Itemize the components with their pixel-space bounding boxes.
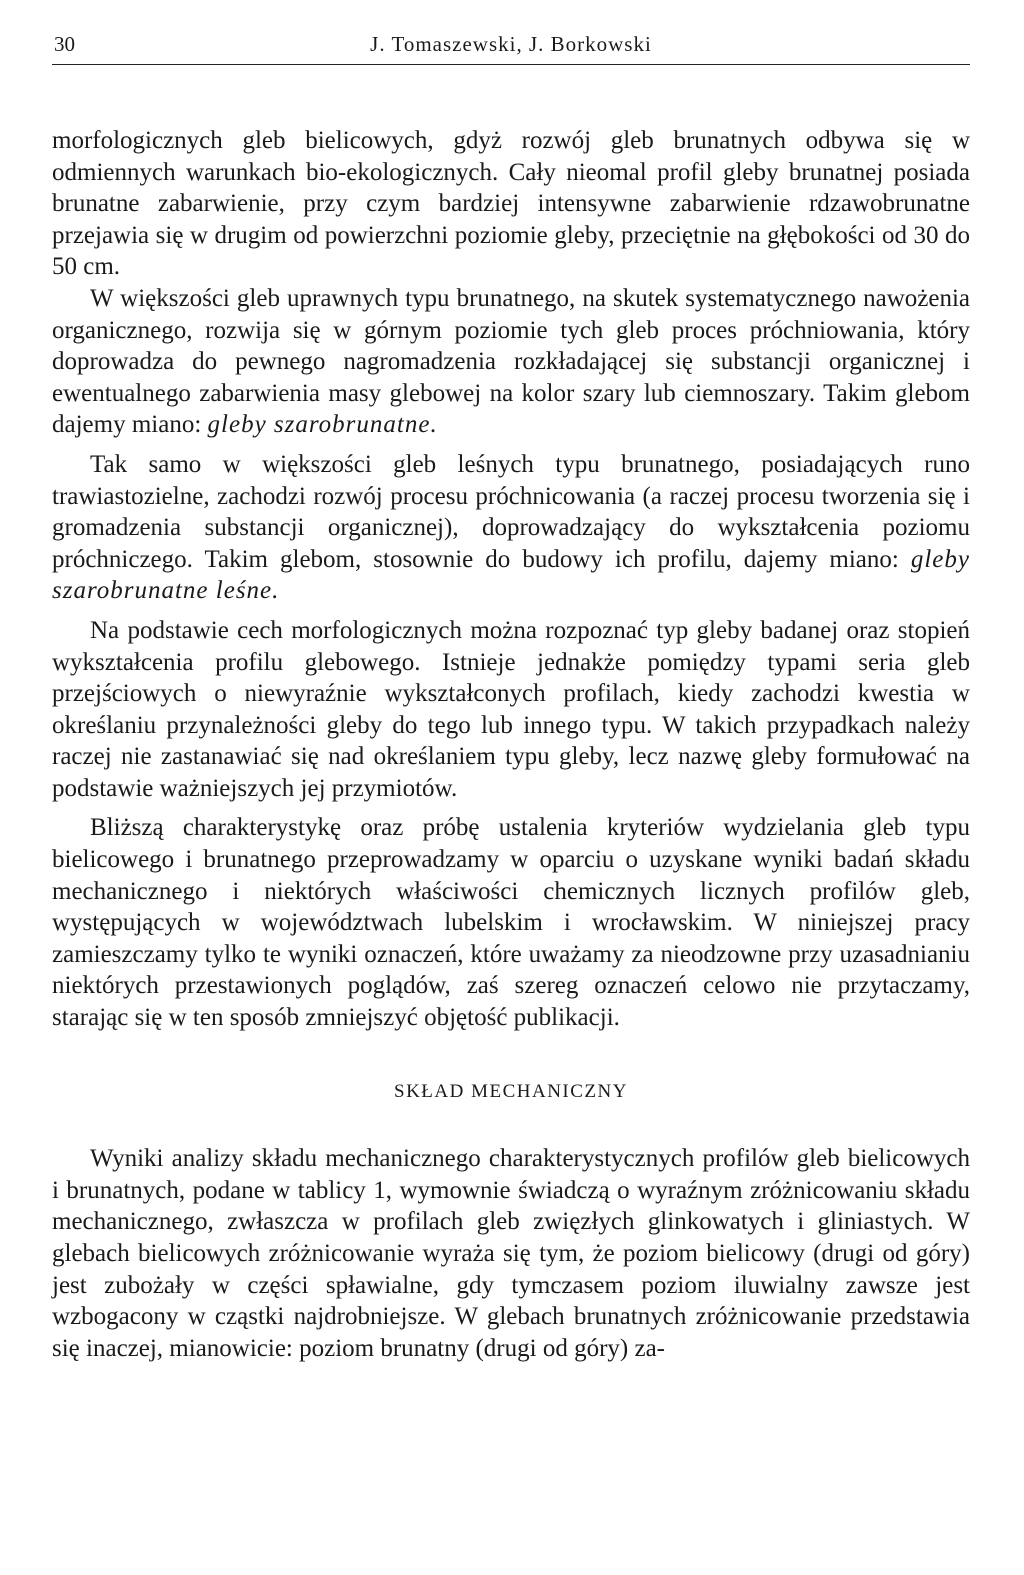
italic-term: gleby szarobrunatne leśne.: [52, 545, 970, 605]
running-head: J. Tomaszewski, J. Borkowski: [370, 32, 652, 56]
section-heading: SKŁAD MECHANICZNY: [394, 1080, 628, 1102]
paragraph: [52, 283, 970, 441]
page-header: [52, 30, 970, 65]
paragraph-text: W większości gleb uprawnych typu brunatnego, na skutek systematycznego nawożenia organicznego, rozwija się w górnym poziomie tych gleb proces próchniowania, który doprowadza do pewnego nagromadzenia rozkładającej się substancji organicznej i ewentualnego zabarwienia masy glebowej na kolor szary lub ciemnoszary. Takim glebom dajemy miano:: [52, 284, 970, 439]
paragraph: Bliższą charakterystykę oraz próbę ustalenia kryteriów wydzielania gleb typu bielicowego i brunatnego przeprowadzamy w oparciu o uzyskane wyniki badań składu mechanicznego i niektórych właściwości chemicznych licznych profilów gleb, występujących w województwach lubelskim i wrocławskim. W niniejszej pracy zamieszczamy tylko te wyniki oznaczeń, które uważamy za nieodzowne przy uzasadnianiu niektórych przestawionych poglądów, zaś szereg oznaczeń celowo nie przytaczamy, starając się w ten sposób zmniejszyć objętość publikacji.: [52, 814, 970, 1032]
paragraph: Wyniki analizy składu mechanicznego charakterystycznych profilów gleb bielicowych i brunatnych, podane w tablicy 1, wymownie świadczą o wyraźnym zróżnicowaniu składu mechanicznego, zwłaszcza w profilach gleb zwięzłych glinkowatych i gliniastych. W glebach bielicowych zróżnicowanie wyraża się tym, że poziom bielicowy (drugi od góry) jest zubożały w części spławialne, gdy tymczasem poziom iluwialny zawsze jest wzbogacony w cząstki najdrobniejsze. W glebach brunatnych zróżnicowanie przedstawia się inaczej, mianowicie: poziom brunatny (drugi od góry) za-: [52, 1145, 970, 1362]
page-number: 30: [54, 32, 75, 56]
document-page: [52, 30, 970, 1364]
italic-term: gleby szarobrunatne.: [207, 411, 438, 439]
paragraph-continued: morfologicznych gleb bielicowych, gdyż rozwój gleb brunatnych odbywa się w odmiennych warunkach bio-ekologicznych. Cały nieomal profil gleby brunatnej posiada brunatne zabarwienie, przy czym bardziej intensywne zabarwienie rdzawobrunatne przejawia się w drugim od powierzchni poziomie gleby, przeciętnie na głębokości od 30 do 50 cm.: [52, 127, 970, 281]
body-text: [52, 125, 970, 1364]
paragraph: Na podstawie cech morfologicznych można rozpoznać typ gleby badanej oraz stopień wykształcenia profilu glebowego. Istnieje jednakże pomiędzy typami seria gleb przejściowych o niewyraźnie wykształconych profilach, kiedy zachodzi kwestia w określaniu przynależności gleby do tego lub innego typu. W takich przypadkach należy raczej nie zastanawiać się nad określaniem typu gleby, lecz nazwę gleby formułować na podstawie ważniejszych jej przymiotów.: [52, 616, 970, 802]
paragraph: [52, 449, 970, 607]
paragraph-text: Tak samo w większości gleb leśnych typu brunatnego, posiadających runo trawiastozielne, zachodzi rozwój procesu próchnicowania (a raczej procesu tworzenia się i gromadzenia substancji organicznej), doprowadzający do wykształcenia poziomu próchniczego. Takim glebom, stosownie do budowy ich profilu, dajemy miano:: [52, 450, 970, 573]
